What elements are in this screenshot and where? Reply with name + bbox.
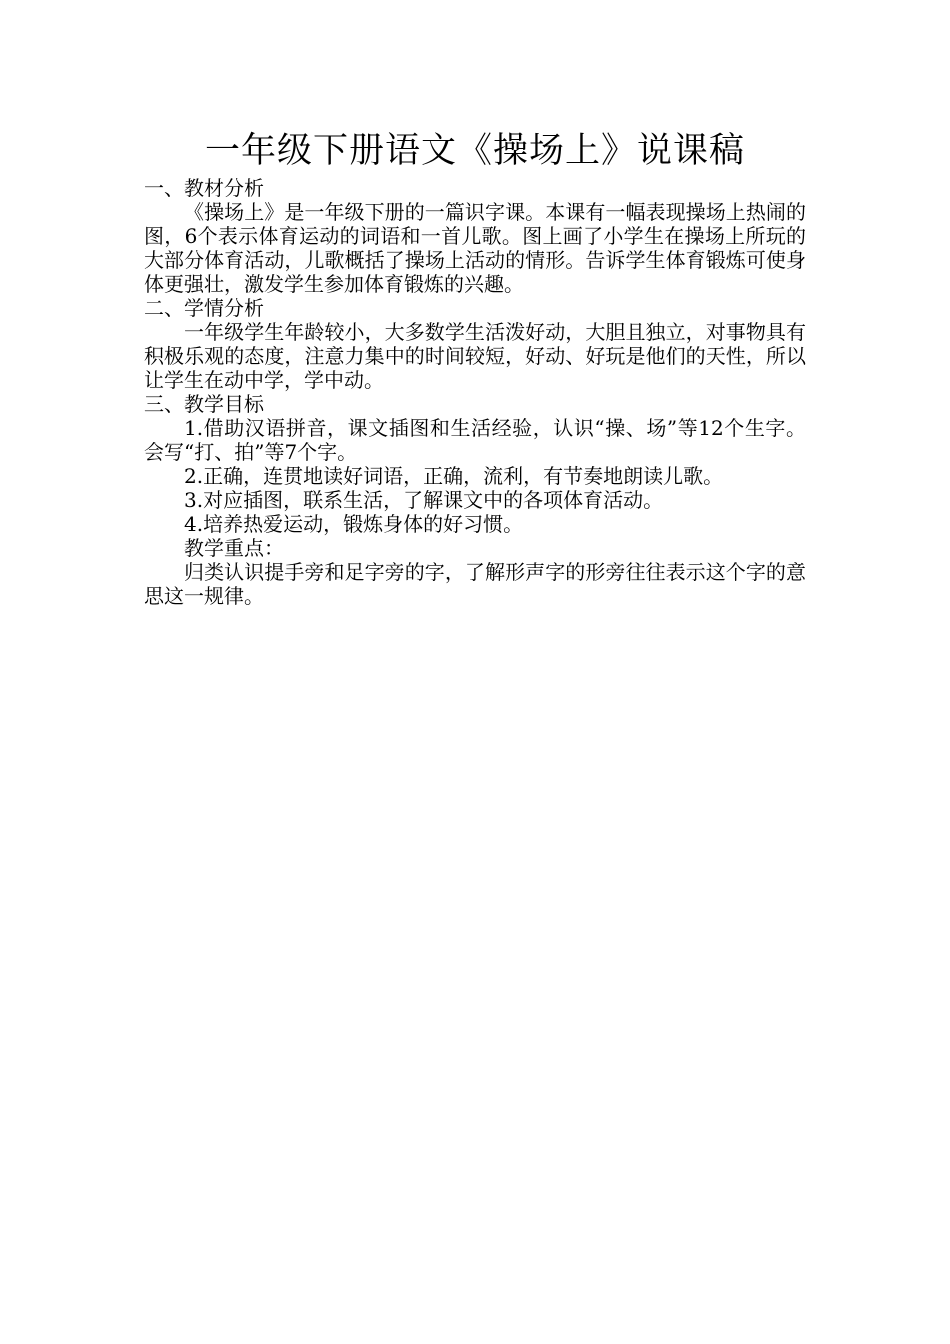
paragraph-student-analysis: 一年级学生年龄较小，大多数学生活泼好动，大胆且独立，对事物具有积极乐观的态度，注意力集中的时间较短，好动、好玩是他们的天性，所以让学生在动中学，学中动。 xyxy=(144,320,806,392)
teaching-focus-text: 归类认识提手旁和足字旁的字，了解形声字的形旁往往表示这个字的意思这一规律。 xyxy=(144,560,806,608)
paragraph-textbook-analysis: 《操场上》是一年级下册的一篇识字课。本课有一幅表现操场上热闹的图，6个表示体育运动的词语和一首儿歌。图上画了小学生在操场上所玩的大部分体育活动，儿歌概括了操场上活动的情形。告诉学生体育锻炼可使身体更强壮，激发学生参加体育锻炼的兴趣。 xyxy=(144,200,806,296)
goal-item-3: 3.对应插图，联系生活，了解课文中的各项体育活动。 xyxy=(184,488,664,512)
section-heading-teaching-goals: 三、教学目标 xyxy=(144,392,264,416)
document-title: 一年级下册语文《操场上》说课稿 xyxy=(204,131,745,171)
goal-item-4: 4.培养热爱运动，锻炼身体的好习惯。 xyxy=(184,512,524,536)
teaching-focus-label: 教学重点： xyxy=(184,536,284,560)
goal-item-2: 2.正确，连贯地读好词语，正确，流利，有节奏地朗读儿歌。 xyxy=(184,464,724,488)
section-heading-textbook-analysis: 一、教材分析 xyxy=(144,176,264,200)
document-body xyxy=(144,128,806,608)
goal-item-1: 1.借助汉语拼音，课文插图和生活经验，认识“操、场”等12个生字。会写“打、拍”等7个字。 xyxy=(144,416,806,464)
section-heading-student-analysis: 二、学情分析 xyxy=(144,296,264,320)
